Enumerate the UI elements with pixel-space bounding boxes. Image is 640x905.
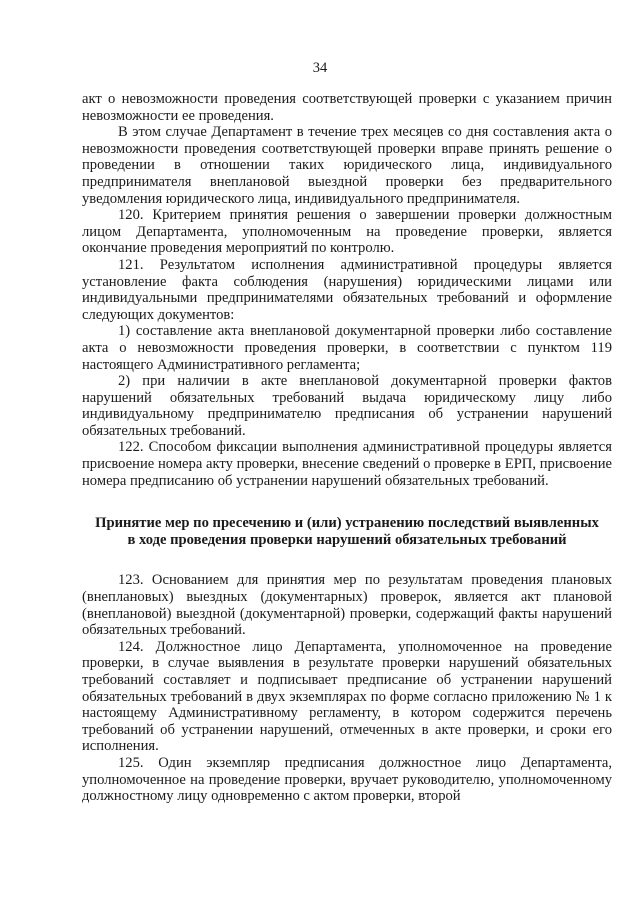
list-item-2: 2) при наличии в акте внеплановой документарной проверки фактов нарушений обязательных требований выдача юридическому лицу либо индивидуальному предпринимателю предписания об устранении нарушений обязательных требований. (82, 373, 612, 439)
list-item-1: 1) составление акта внеплановой документарной проверки либо составление акта о невозможности проведения проверки, в соответствии с пунктом 119 настоящего Административного регламента; (82, 323, 612, 373)
paragraph-123: 123. Основанием для принятия мер по результатам проведения плановых (внеплановых) выездных (документарных) проверок, является акт плановой (внеплановой) выездной (документарной) проверки, содержащий факты нарушений обязательных требований. (82, 572, 612, 639)
paragraph-continuation: акт о невозможности проведения соответствующей проверки с указанием причин невозможности ее проведения. (82, 91, 612, 124)
paragraph-121: 121. Результатом исполнения административной процедуры является установление факта соблюдения (нарушения) юридическими лицами или индивидуальными предпринимателями обязательных требований и оформление следующих документов: (82, 256, 612, 323)
paragraph-122: 122. Способом фиксации выполнения административной процедуры является присвоение номера акту проверки, внесение сведений о проверке в ЕРП, присвоение номера предписанию об устранении нарушений обязательных требований. (82, 439, 612, 489)
section-heading-line-1: Принятие мер по пресечению и (или) устранению последствий выявленных (95, 515, 599, 532)
document-body (82, 91, 612, 805)
bottom-section (82, 572, 612, 804)
section-heading (82, 515, 612, 548)
section-heading-line-2: в ходе проведения проверки нарушений обязательных требований (127, 531, 567, 548)
paragraph-124: 124. Должностное лицо Департамента, уполномоченное на проведение проверки, в случае выявления в результате проверки нарушений обязательных требований составляет и подписывает предписание об устранении нарушений обязательных требований в двух экземплярах по форме согласно приложению № 1 к настоящему Административному регламенту, в котором содержится перечень требований об устранении нарушений, отмеченных в акте проверки, и сроки его исполнения. (82, 638, 612, 755)
page-number: 34 (312, 60, 328, 76)
top-section (82, 91, 612, 489)
paragraph-125: 125. Один экземпляр предписания должностное лицо Департамента, уполномоченное на проведение проверки, вручает руководителю, уполномоченному должностному лицу одновременно с актом проверки, второй (82, 754, 612, 805)
paragraph-120: 120. Критерием принятия решения о завершении проверки должностным лицом Департамента, уполномоченным на проведение проверки, является окончание проведения мероприятий по контролю. (82, 207, 612, 257)
paragraph: В этом случае Департамент в течение трех месяцев со дня составления акта о невозможности проведения соответствующей проверки вправе принять решение о проведении в отношении таких юридического лица, индивидуального предпринимателя внеплановой выездной проверки без предварительного уведомления юридического лица, индивидуального предпринимателя. (82, 124, 612, 207)
